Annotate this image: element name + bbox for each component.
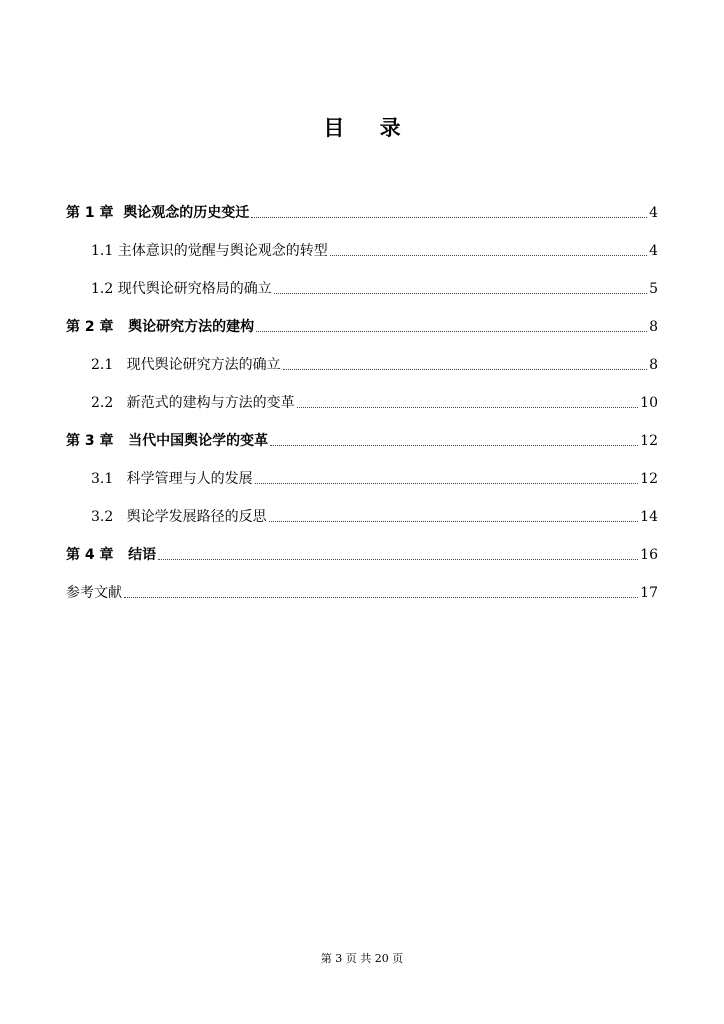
toc-entry-section-2-1	[66, 336, 658, 374]
dot-leader	[255, 483, 639, 484]
toc-entry-label: 第 3 章 当代中国舆论学的变革	[66, 433, 269, 449]
toc-entry-references	[66, 564, 658, 602]
toc-entry-label: 3.2 舆论学发展路径的反思	[91, 509, 267, 525]
toc-entry-label: 3.1 科学管理与人的发展	[91, 471, 253, 487]
toc-entry-page: 16	[640, 547, 658, 563]
toc-entry-label: 2.2 新范式的建构与方法的变革	[91, 395, 295, 411]
dot-leader	[270, 445, 638, 446]
table-of-contents	[66, 184, 658, 602]
toc-entry-label: 第 1 章 舆论观念的历史变迁	[66, 205, 250, 221]
toc-entry-page: 4	[649, 243, 658, 259]
toc-entry-page: 17	[640, 585, 658, 601]
toc-entry-page: 12	[640, 433, 658, 449]
toc-entry-chapter-4	[66, 526, 658, 564]
toc-entry-page: 5	[649, 281, 658, 297]
toc-entry-label: 2.1 现代舆论研究方法的确立	[91, 357, 281, 373]
toc-entry-section-1-2	[66, 260, 658, 298]
dot-leader	[251, 217, 647, 218]
toc-entry-section-2-2	[66, 374, 658, 412]
dot-leader	[330, 255, 647, 256]
dot-leader	[274, 293, 647, 294]
toc-entry-chapter-2	[66, 298, 658, 336]
dot-leader	[283, 369, 647, 370]
toc-entry-section-3-1	[66, 450, 658, 488]
toc-entry-section-1-1	[66, 222, 658, 260]
dot-leader	[124, 597, 638, 598]
toc-entry-page: 8	[649, 357, 658, 373]
toc-entry-chapter-3	[66, 412, 658, 450]
dot-leader	[158, 559, 638, 560]
page-footer: 第 3 页 共 20 页	[320, 952, 404, 965]
toc-entry-label: 1.2 现代舆论研究格局的确立	[91, 281, 272, 297]
toc-entry-page: 8	[649, 319, 658, 335]
toc-entry-page: 14	[640, 509, 658, 525]
toc-title: 目 录	[323, 116, 415, 140]
toc-entry-page: 10	[640, 395, 658, 411]
toc-entry-page: 12	[640, 471, 658, 487]
toc-entry-label: 1.1 主体意识的觉醒与舆论观念的转型	[91, 243, 328, 259]
toc-entry-label: 参考文献	[66, 585, 122, 601]
toc-entry-label: 第 2 章 舆论研究方法的建构	[66, 319, 255, 335]
dot-leader	[297, 407, 639, 408]
dot-leader	[256, 331, 647, 332]
toc-entry-page: 4	[649, 205, 658, 221]
dot-leader	[269, 521, 639, 522]
toc-entry-section-3-2	[66, 488, 658, 526]
toc-entry-chapter-1	[66, 184, 658, 222]
toc-entry-label: 第 4 章 结语	[66, 547, 157, 563]
